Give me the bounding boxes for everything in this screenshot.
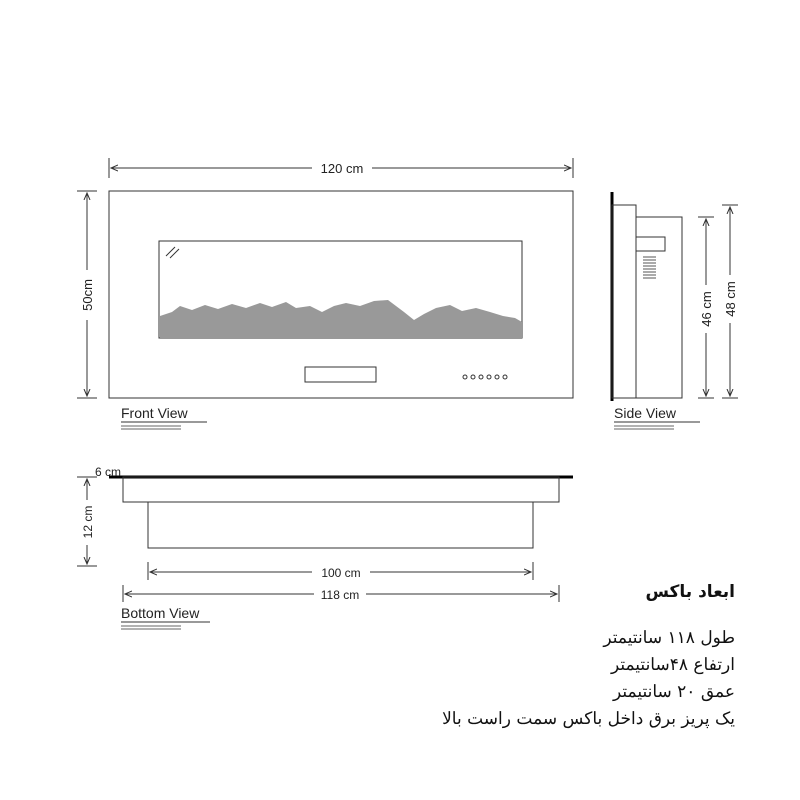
front-width-dim: 120 cm <box>320 161 364 176</box>
bottom-view-label: Bottom View <box>121 605 200 621</box>
flame-shape <box>160 300 522 338</box>
bottom-top-depth-dim: 6 cm <box>95 465 122 479</box>
side-inner-height-dim: 46 cm <box>699 291 714 327</box>
bottom-outer-width-dim: 118 cm <box>320 588 360 602</box>
front-height-dim: 50cm <box>80 279 95 311</box>
side-outer-height-dim: 48 cm <box>723 281 738 317</box>
socket-note: یک پریز برق داخل باکس سمت راست بالا <box>442 709 735 729</box>
box-length: طول ۱۱۸ سانتیمتر <box>603 628 735 648</box>
vent <box>643 257 656 278</box>
control-buttons <box>463 375 507 379</box>
power-socket <box>636 237 665 251</box>
side-view <box>612 192 738 429</box>
front-view <box>77 158 573 429</box>
side-view-label: Side View <box>614 405 677 421</box>
control-panel <box>305 367 376 382</box>
bottom-inner-width-dim: 100 cm <box>321 566 361 580</box>
bottom-box-depth-dim: 12 cm <box>81 505 95 539</box>
box-depth: عمق ۲۰ سانتیمتر <box>613 682 735 702</box>
front-view-label: Front View <box>121 405 188 421</box>
box-height: ارتفاع ۴۸سانتیمتر <box>610 655 735 675</box>
box-dimensions-title: ابعاد باکس <box>645 582 735 602</box>
